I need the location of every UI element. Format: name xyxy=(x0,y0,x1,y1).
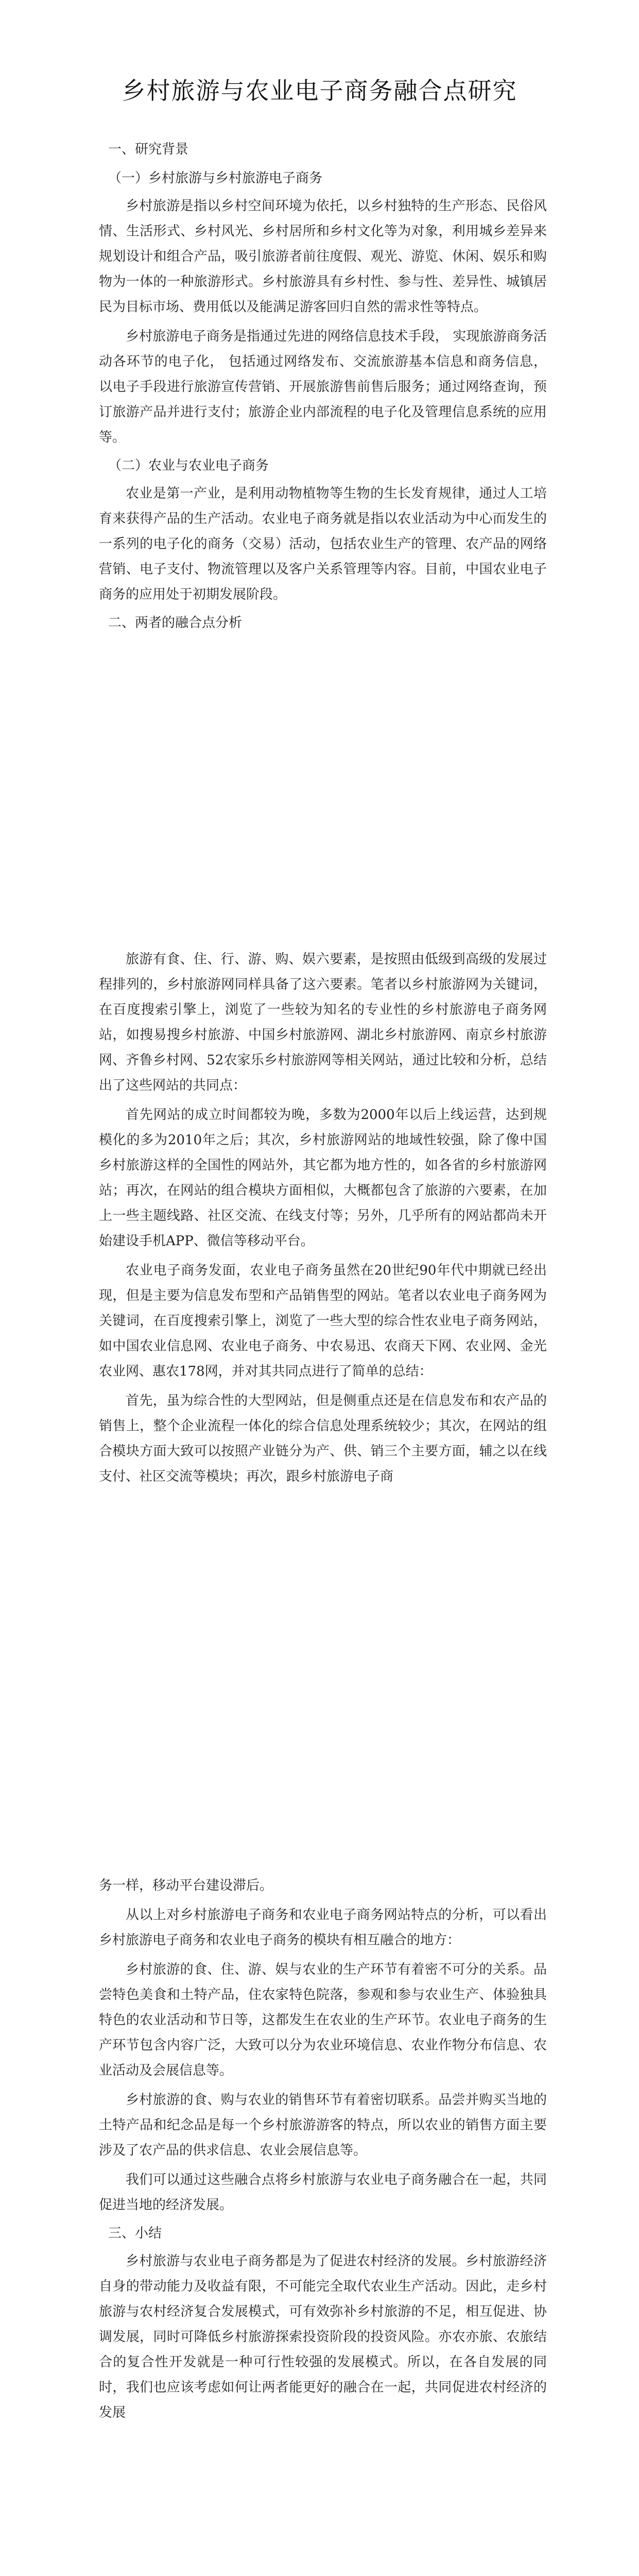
paragraph-sales-link: 乡村旅游的食、购与农业的销售环节有着密切联系。品尝并购买当地的土特产品和纪念品是每一个乡村旅游游客的特点，所以农业的销售方面主要涉及了农产品的供求信息、农业会展信息等。 xyxy=(99,2092,547,2158)
section-heading-2: 二、两者的融合点分析 xyxy=(108,615,243,631)
paragraph-rural-tourism: 乡村旅游是指以乡村空间环境为依托，以乡村独特的生产形态、民俗风情、生活形式、乡村风光、乡村居所和乡村文化等为对象，利用城乡差异来规划设计和组合产品，吸引旅游者前往度假、观光、游览、休闲、娱乐和购物为一体的一种旅游形式。乡村旅游具有乡村性、参与性、差异性、城镇居民为目标市场、费用低以及能满足游客回归自然的需求性等特点。 xyxy=(99,198,547,315)
section-heading-3: 三、小结 xyxy=(108,2226,162,2241)
section-integration-analysis-a xyxy=(99,947,547,1489)
paragraph-summary: 乡村旅游与农业电子商务都是为了促进农村经济的发展。乡村旅游经济自身的带动能力及收益有限，不可能完全取代农业生产活动。因此，走乡村旅游与农村经济复合发展模式，可有效弥补乡村旅游的不足，相互促进、协调发展，同时可降低乡村旅游探索投资阶段的投资风险。亦农亦旅、农旅结合的复合性开发就是一种可行性较强的发展模式。所以，在各自发展的同时，我们也应该考虑如何让两者能更好的融合在一起，共同促进农村经济的发展 xyxy=(99,2253,547,2420)
paragraph-rural-tourism-ecommerce: 乡村旅游电子商务是指通过先进的网络信息技术手段， 实现旅游商务活动各环节的电子化， 包括通过网络发布、交流旅游基本信息和商务信息， 以电子手段进行旅游宣传营销、开展旅游售前售后服务；通过网络查询，预订旅游产品并进行支付；旅游企业内部流程的电子化及管理信息系统的应用等。 xyxy=(99,329,547,445)
paragraph-agri-site-traits: 首先，虽为综合性的大型网站，但是侧重点还是在信息发布和农产品的销售上，整个企业流程一体化的综合信息处理系统较少；其次，在网站的组合模块方面大致可以按照产业链分为产、供、销三个主要方面，辅之以在线支付、社区交流等模块；再次，跟乡村旅游电子商 xyxy=(99,1393,547,1484)
paragraph-tourism-site-traits: 首先网站的成立时间都较为晚，多数为2000年以后上线运营，达到规模化的多为2010年之后；其次，乡村旅游网站的地域性较强，除了像中国乡村旅游这样的全国性的网站外，其它都为地方性的，如各省的乡村旅游网站；再次，在网站的组合模块方面相似，大概都包含了旅游的六要素，在加上一些主题线路、社区交流、在线支付等；另外，几乎所有的网站都尚未开始建设手机APP、微信等移动平台。 xyxy=(99,1107,547,1249)
paragraph-agri-ecommerce-sites: 农业电子商务发面，农业电子商务虽然在20世纪90年代中期就已经出现，但是主要为信息发布型和产品销售型的网站。笔者以农业电子商务网为关键词，在百度搜索引擎上，浏览了一些大型的综合性农业电子商务网站，如中国农业信息网、农业电子商务、中农易迅、农商天下网、农业网、金光农业网、惠农178网，并对其共同点进行了简单的总结： xyxy=(99,1263,547,1379)
paragraph-agriculture-ecommerce: 农业是第一产业，是利用动物植物等生物的生长发育规律，通过人工培育来获得产品的生产活动。农业电子商务就是指以农业活动为中心而发生的一系列的电子化的商务（交易）活动，包括农业生产的管理、农产品的网络营销、电子支付、物流管理以及客户关系管理等内容。目前，中国农业电子商务的应用处于初期发展阶段。 xyxy=(99,486,547,602)
section-research-background xyxy=(99,138,547,634)
paragraph-six-elements: 旅游有食、住、行、游、购、娱六要素，是按照由低级到高级的发展过程排列的，乡村旅游网同样具备了这六要素。笔者以乡村旅游网为关键词，在百度搜索引擎上，浏览了一些较为知名的专业性的乡村旅游电子商务网站，如搜易搜乡村旅游、中国乡村旅游网、湖北乡村旅游网、南京乡村旅游网、齐鲁乡村网、52农家乐乡村旅游网等相关网站，通过比较和分析，总结出了这些网站的共同点： xyxy=(99,952,547,1093)
subsection-heading-1-1: （一）乡村旅游与乡村旅游电子商务 xyxy=(108,171,323,186)
document-title: 乡村旅游与农业电子商务融合点研究 xyxy=(122,77,517,105)
paragraph-integration-intro: 从以上对乡村旅游电子商务和农业电子商务网站特点的分析，可以看出乡村旅游电子商务和农业电子商务的模块有相互融合的地方： xyxy=(99,1907,547,1948)
section-integration-analysis-b xyxy=(99,1873,547,2426)
paragraph-production-link: 乡村旅游的食、住、游、娱与农业的生产环节有着密不可分的关系。品尝特色美食和土特产品，住农家特色院落，参观和参与农业生产、体验独具特色的农业活动和节日等，这都发生在农业的生产环节。农业电子商务的生产环节包含内容广泛，大致可以分为农业环境信息、农业作物分布信息、农业活动及会展信息等。 xyxy=(99,1962,547,2078)
section-heading-1: 一、研究背景 xyxy=(108,142,189,157)
paragraph-integration-conclusion: 我们可以通过这些融合点将乡村旅游与农业电子商务融合在一起，共同促进当地的经济发展。 xyxy=(99,2172,547,2213)
paragraph-continuation: 务一样，移动平台建设滞后。 xyxy=(99,1878,273,1893)
subsection-heading-1-2: （二）农业与农业电子商务 xyxy=(108,458,269,473)
